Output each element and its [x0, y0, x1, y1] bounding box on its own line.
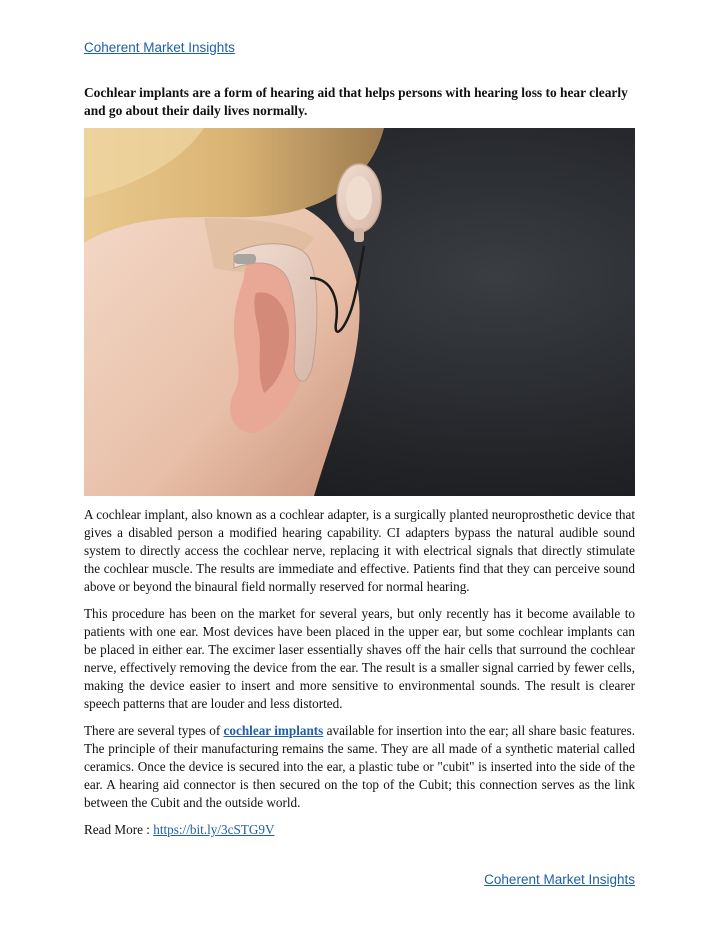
- header-brand-link[interactable]: Coherent Market Insights: [84, 40, 235, 55]
- article-body: [84, 506, 635, 848]
- child-ear-illustration-icon: [84, 128, 635, 496]
- footer-brand-link[interactable]: Coherent Market Insights: [484, 872, 635, 887]
- paragraph-1: A cochlear implant, also known as a cochlear adapter, is a surgically planted neuroprosthetic device that gives a disabled person a modified hearing capability. CI adapters bypass the natural audible sound system to directly access the cochlear nerve, replacing it with electrical signals that directly stimulate the cochlear muscle. The results are immediate and effective. Patients find that they can perceive sound above or beyond the binaural field normally reserved for normal hearing.: [84, 507, 635, 594]
- intro-heading: Cochlear implants are a form of hearing aid that helps persons with hearing loss to hear clearly and go about their daily lives normally.: [84, 85, 628, 118]
- read-more-line: [84, 821, 635, 839]
- paragraph-3-rest: available for insertion into the ear; all share basic features. The principle of their manufacturing remains the same. They are all made of a synthetic material called ceramics. Once the device is secured into the ear, a plastic tube or "cubit" is inserted into the side of the ear. A hearing aid connector is then secured on the top of the Cubit; this connection serves as the link between the Cubit and the outside world.: [84, 723, 635, 810]
- cochlear-implant-photo: [84, 128, 635, 496]
- paragraph-2: This procedure has been on the market for several years, but only recently has it become available to patients with one ear. Most devices have been placed in the upper ear, but some cochlear implants can be placed in either ear. The excimer laser essentially shaves off the hair cells that surround the cochlear nerve, effectively removing the device from the ear. The result is a smaller signal carried by fewer cells, making the device easier to insert and more sensitive to environmental sounds. The result is clearer speech patterns that are louder and less distorted.: [84, 606, 635, 711]
- paragraph-3: [84, 722, 635, 812]
- paragraph-3-lead: There are several types of: [84, 723, 224, 738]
- read-more-label: Read More :: [84, 822, 154, 837]
- cochlear-implants-link[interactable]: cochlear implants: [223, 723, 324, 738]
- read-more-link[interactable]: https://bit.ly/3cSTG9V: [153, 822, 275, 837]
